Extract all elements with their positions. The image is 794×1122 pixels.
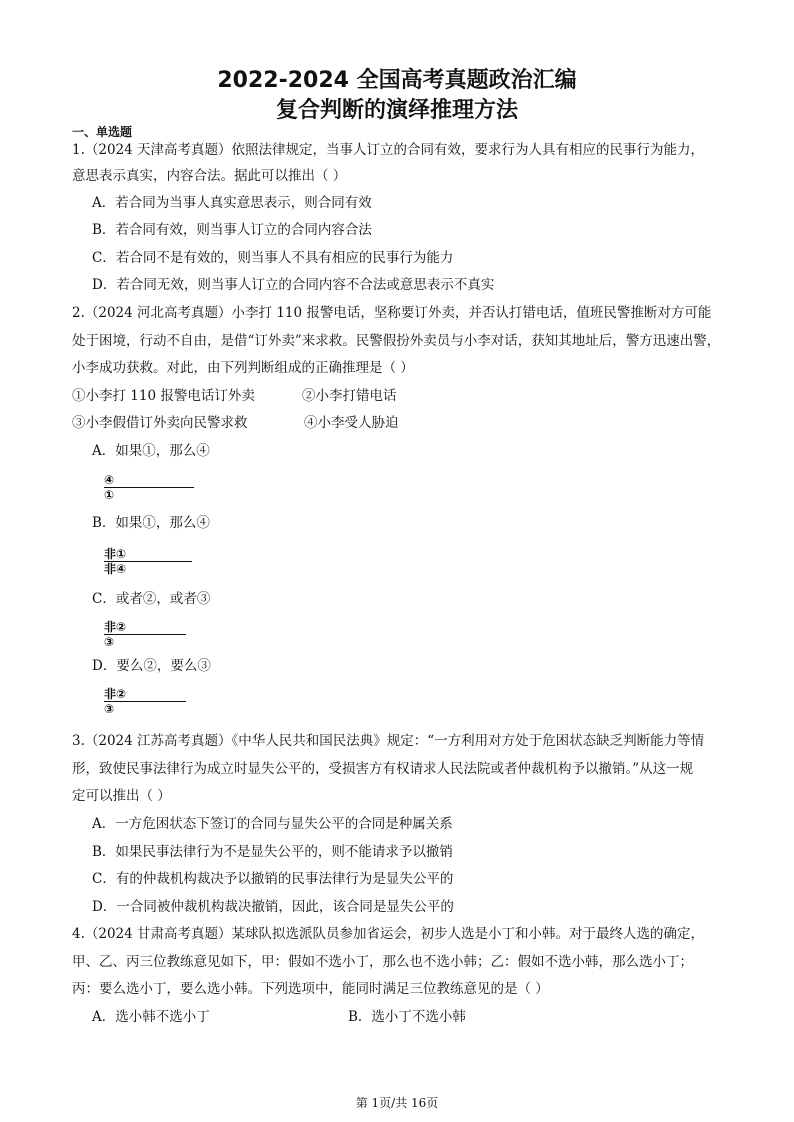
- q2-item-2: ②小李打错电话: [302, 388, 397, 404]
- conclusion: ③: [104, 702, 115, 716]
- q3-option-b: B．如果民事法律行为不是显失公平的，则不能请求予以撤销: [92, 844, 453, 860]
- inference-line: [104, 634, 186, 635]
- premise: 非②: [104, 620, 127, 634]
- inference-line: [104, 487, 194, 488]
- q2-option-a: A．如果①，那么④: [92, 443, 210, 459]
- q1-stem-line1: 1.（2024 天津高考真题）依照法律规定，当事人订立的合同有效，要求行为人具有相应的民事行为能力，: [72, 142, 705, 158]
- page-number: 第 1页/共 16页: [355, 1096, 439, 1110]
- q2-stem-line3: 小李成功获救。对此，由下列判断组成的正确推理是（ ）: [72, 360, 414, 376]
- q3-option-d: D．一合同被仲裁机构裁决撤销，因此，该合同是显失公平的: [92, 899, 454, 915]
- q2-option-a-inference: [104, 473, 204, 503]
- q2-item-4: ④小李受人胁迫: [304, 415, 399, 431]
- inference-line: [104, 701, 186, 702]
- doc-title-line2: 复合判断的演绎推理方法: [275, 98, 518, 123]
- q1-stem-line2: 意思表示真实，内容合法。据此可以推出（ ）: [72, 168, 347, 184]
- q1-option-a: A．若合同为当事人真实意思表示，则合同有效: [92, 195, 372, 211]
- q3-option-c: C．有的仲裁机构裁决予以撤销的民事法律行为是显失公平的: [92, 871, 454, 887]
- q4-stem-line3: 丙：要么选小丁，要么选小韩。下列选项中，能同时满足三位教练意见的是（ ）: [72, 981, 549, 997]
- q2-option-d: D．要么②，要么③: [92, 658, 211, 674]
- premise: ④: [104, 473, 115, 487]
- premise: 非①: [104, 547, 127, 561]
- q4-option-a: A．选小韩不选小丁: [92, 1009, 210, 1025]
- q4-option-b: B．选小丁不选小韩: [348, 1009, 466, 1025]
- q2-option-b: B．如果①，那么④: [92, 515, 210, 531]
- q2-option-d-inference: [104, 687, 204, 717]
- q2-stem-line1: 2.（2024 河北高考真题）小李打 110 报警电话，坚称要订外卖，并否认打错电话，值班民警推断对方可能: [72, 305, 712, 321]
- q3-stem-line1: 3.（2024 江苏高考真题）《中华人民共和国民法典》规定：“一方利用对方处于危困状态缺乏判断能力等情: [72, 733, 705, 749]
- premise: 非②: [104, 687, 127, 701]
- q1-option-b: B．若合同有效，则当事人订立的合同内容合法: [92, 222, 372, 238]
- q2-stem-line2: 处于困境，行动不自由，是借“订外卖”来求救。民警假扮外卖员与小李对话，获知其地址后，警方迅速出警，: [72, 333, 721, 349]
- q3-stem-line3: 定可以推出（ ）: [72, 788, 171, 804]
- q2-option-c-inference: [104, 620, 204, 650]
- q2-option-b-inference: [104, 547, 204, 577]
- q1-option-d: D．若合同无效，则当事人订立的合同内容不合法或意思表示不真实: [92, 277, 495, 293]
- doc-title-line1: 2022-2024 全国高考真题政治汇编: [217, 68, 577, 93]
- q1-option-c: C．若合同不是有效的，则当事人不具有相应的民事行为能力: [92, 250, 454, 266]
- conclusion: 非④: [104, 562, 127, 576]
- q4-stem-line1: 4.（2024 甘肃高考真题）某球队拟选派队员参加省运会，初步人选是小丁和小韩。对于最终人选的确定，: [72, 926, 705, 942]
- q3-option-a: A．一方危困状态下签订的合同与显失公平的合同是种属关系: [92, 816, 453, 832]
- conclusion: ①: [104, 488, 115, 502]
- q2-item-1: ①小李打 110 报警电话订外卖: [72, 388, 255, 404]
- q4-stem-line2: 甲、乙、丙三位教练意见如下，甲：假如不选小丁，那么也不选小韩；乙：假如不选小韩，那么选小丁；: [72, 954, 693, 970]
- conclusion: ③: [104, 635, 115, 649]
- section-heading: 一、单选题: [72, 125, 133, 139]
- q3-stem-line2: 形，致使民事法律行为成立时显失公平的，受损害方有权请求人民法院或者仲裁机构予以撤销。”从这一规: [72, 761, 694, 777]
- q2-item-3: ③小李假借订外卖向民警求救: [72, 415, 248, 431]
- q2-option-c: C．或者②，或者③: [92, 591, 211, 607]
